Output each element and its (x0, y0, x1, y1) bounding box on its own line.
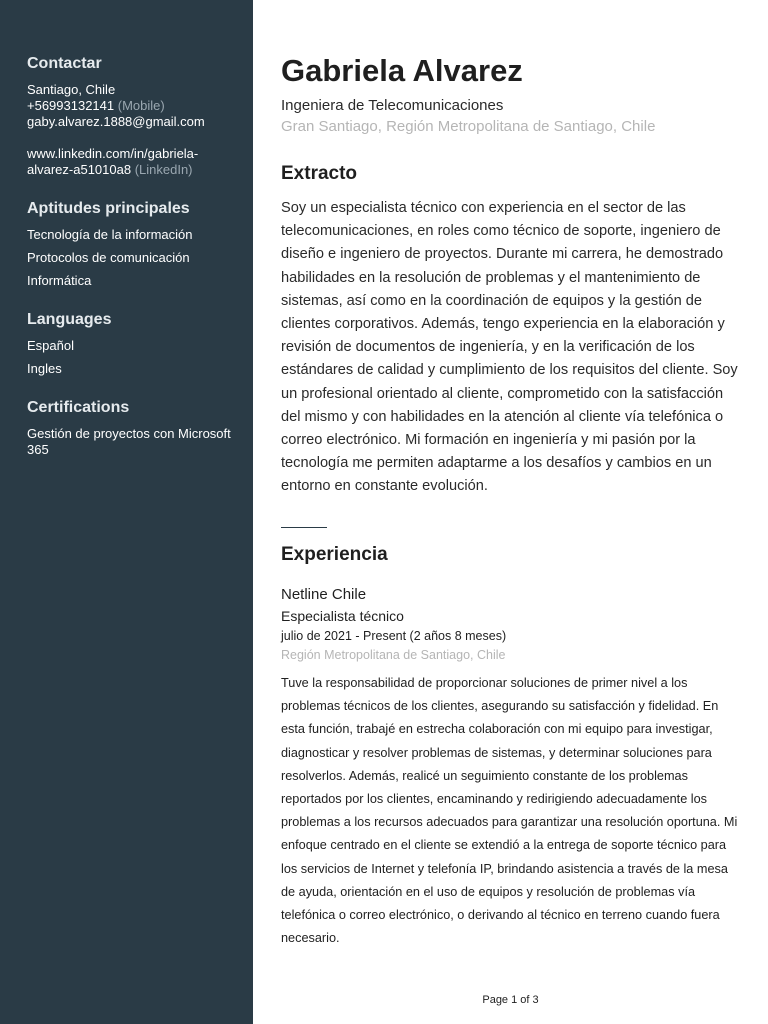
contact-section (27, 55, 239, 178)
job-description: Tuve la responsabilidad de proporcionar soluciones de primer nivel a los problemas técnicos de los clientes, asegurando su satisfacción y fidelidad. En esta función, trabajé en estrecha colaboración con mi equipo para investigar, diagnosticar y resolver problemas de sistemas, y determinar soluciones para resolverlos. Además, realicé un seguimiento constante de los problemas reportados por los clientes, encaminando y redirigiendo adecuadamente los problemas a los recursos adecuados para garantizar una resolución oportuna. Mi enfoque centrado en el cliente se extendió a la entrega de soporte técnico para los servicios de Internet y telefonía IP, brindando asistencia a través de la mesa de ayuda, orientación en el uso de equipos y resolución de problemas vía telefónica o correo electrónico, o derivando al técnico en terreno cuando fuera necesario. (281, 676, 738, 946)
contact-spacer (27, 130, 239, 146)
job-role: Especialista técnico (281, 608, 404, 624)
language-item: Español (27, 338, 74, 353)
skills-section (27, 200, 239, 289)
certification-item: Gestión de proyectos con Microsoft 365 (27, 426, 231, 457)
contact-heading: Contactar (27, 55, 102, 72)
experience-title: Experiencia (281, 544, 388, 565)
section-divider (281, 527, 327, 528)
certifications-section (27, 399, 239, 458)
profile-headline: Ingeniera de Telecomunicaciones (281, 97, 504, 114)
job-dates: julio de 2021 - Present (2 años 8 meses) (281, 629, 507, 643)
profile-location: Gran Santiago, Región Metropolitana de Santiago, Chile (281, 118, 656, 135)
sidebar (0, 0, 253, 1024)
contact-linkedin-line2-row (27, 162, 239, 178)
profile-name: Gabriela Alvarez (281, 53, 523, 88)
contact-phone[interactable]: +56993132141 (27, 98, 115, 113)
summary-title: Extracto (281, 163, 358, 184)
languages-section (27, 311, 239, 377)
languages-heading: Languages (27, 311, 112, 328)
job-company: Netline Chile (281, 586, 367, 603)
language-item: Ingles (27, 361, 62, 376)
contact-phone-label: (Mobile) (117, 98, 165, 113)
contact-email[interactable]: gaby.alvarez.1888@gmail.com (27, 114, 205, 129)
main-content (281, 0, 741, 1024)
contact-location: Santiago, Chile (27, 82, 116, 97)
certifications-heading: Certifications (27, 399, 130, 416)
page-number: Page 1 of 3 (482, 994, 539, 1006)
contact-linkedin-label: (LinkedIn) (134, 162, 193, 177)
contact-phone-line (27, 98, 239, 114)
skills-heading: Aptitudes principales (27, 200, 190, 217)
skill-item: Tecnología de la información (27, 227, 193, 242)
skill-item: Protocolos de comunicación (27, 250, 190, 265)
skill-item: Informática (27, 273, 92, 288)
contact-linkedin-line1[interactable]: www.linkedin.com/in/gabriela- (27, 146, 199, 161)
job-location: Región Metropolitana de Santiago, Chile (281, 648, 506, 662)
summary-text: Soy un especialista técnico con experiencia en el sector de las telecomunicaciones, en roles como técnico de soporte, ingeniero de diseño e ingeniero de proyectos. Durante mi carrera, he demostrado habilidades en la resolución de problemas y el mantenimiento de sistemas, así como en la coordinación de equipos y la gestión de clientes corporativos. Además, tengo experiencia en la elaboración y revisión de documentos de ingeniería, y en la verificación de los estándares de calidad y cumplimiento de los requisitos del cliente. Soy un profesional orientado al cliente, comprometido con la satisfacción del mismo y con habilidades en la atención al cliente vía telefónica o correo electrónico. Mi formación en ingeniería y mi pasión por la tecnología me permiten adaptarme a los desafíos y cambios en un entorno en constante evolución. (281, 200, 738, 495)
contact-linkedin-line2[interactable]: alvarez-a51010a8 (27, 162, 132, 177)
